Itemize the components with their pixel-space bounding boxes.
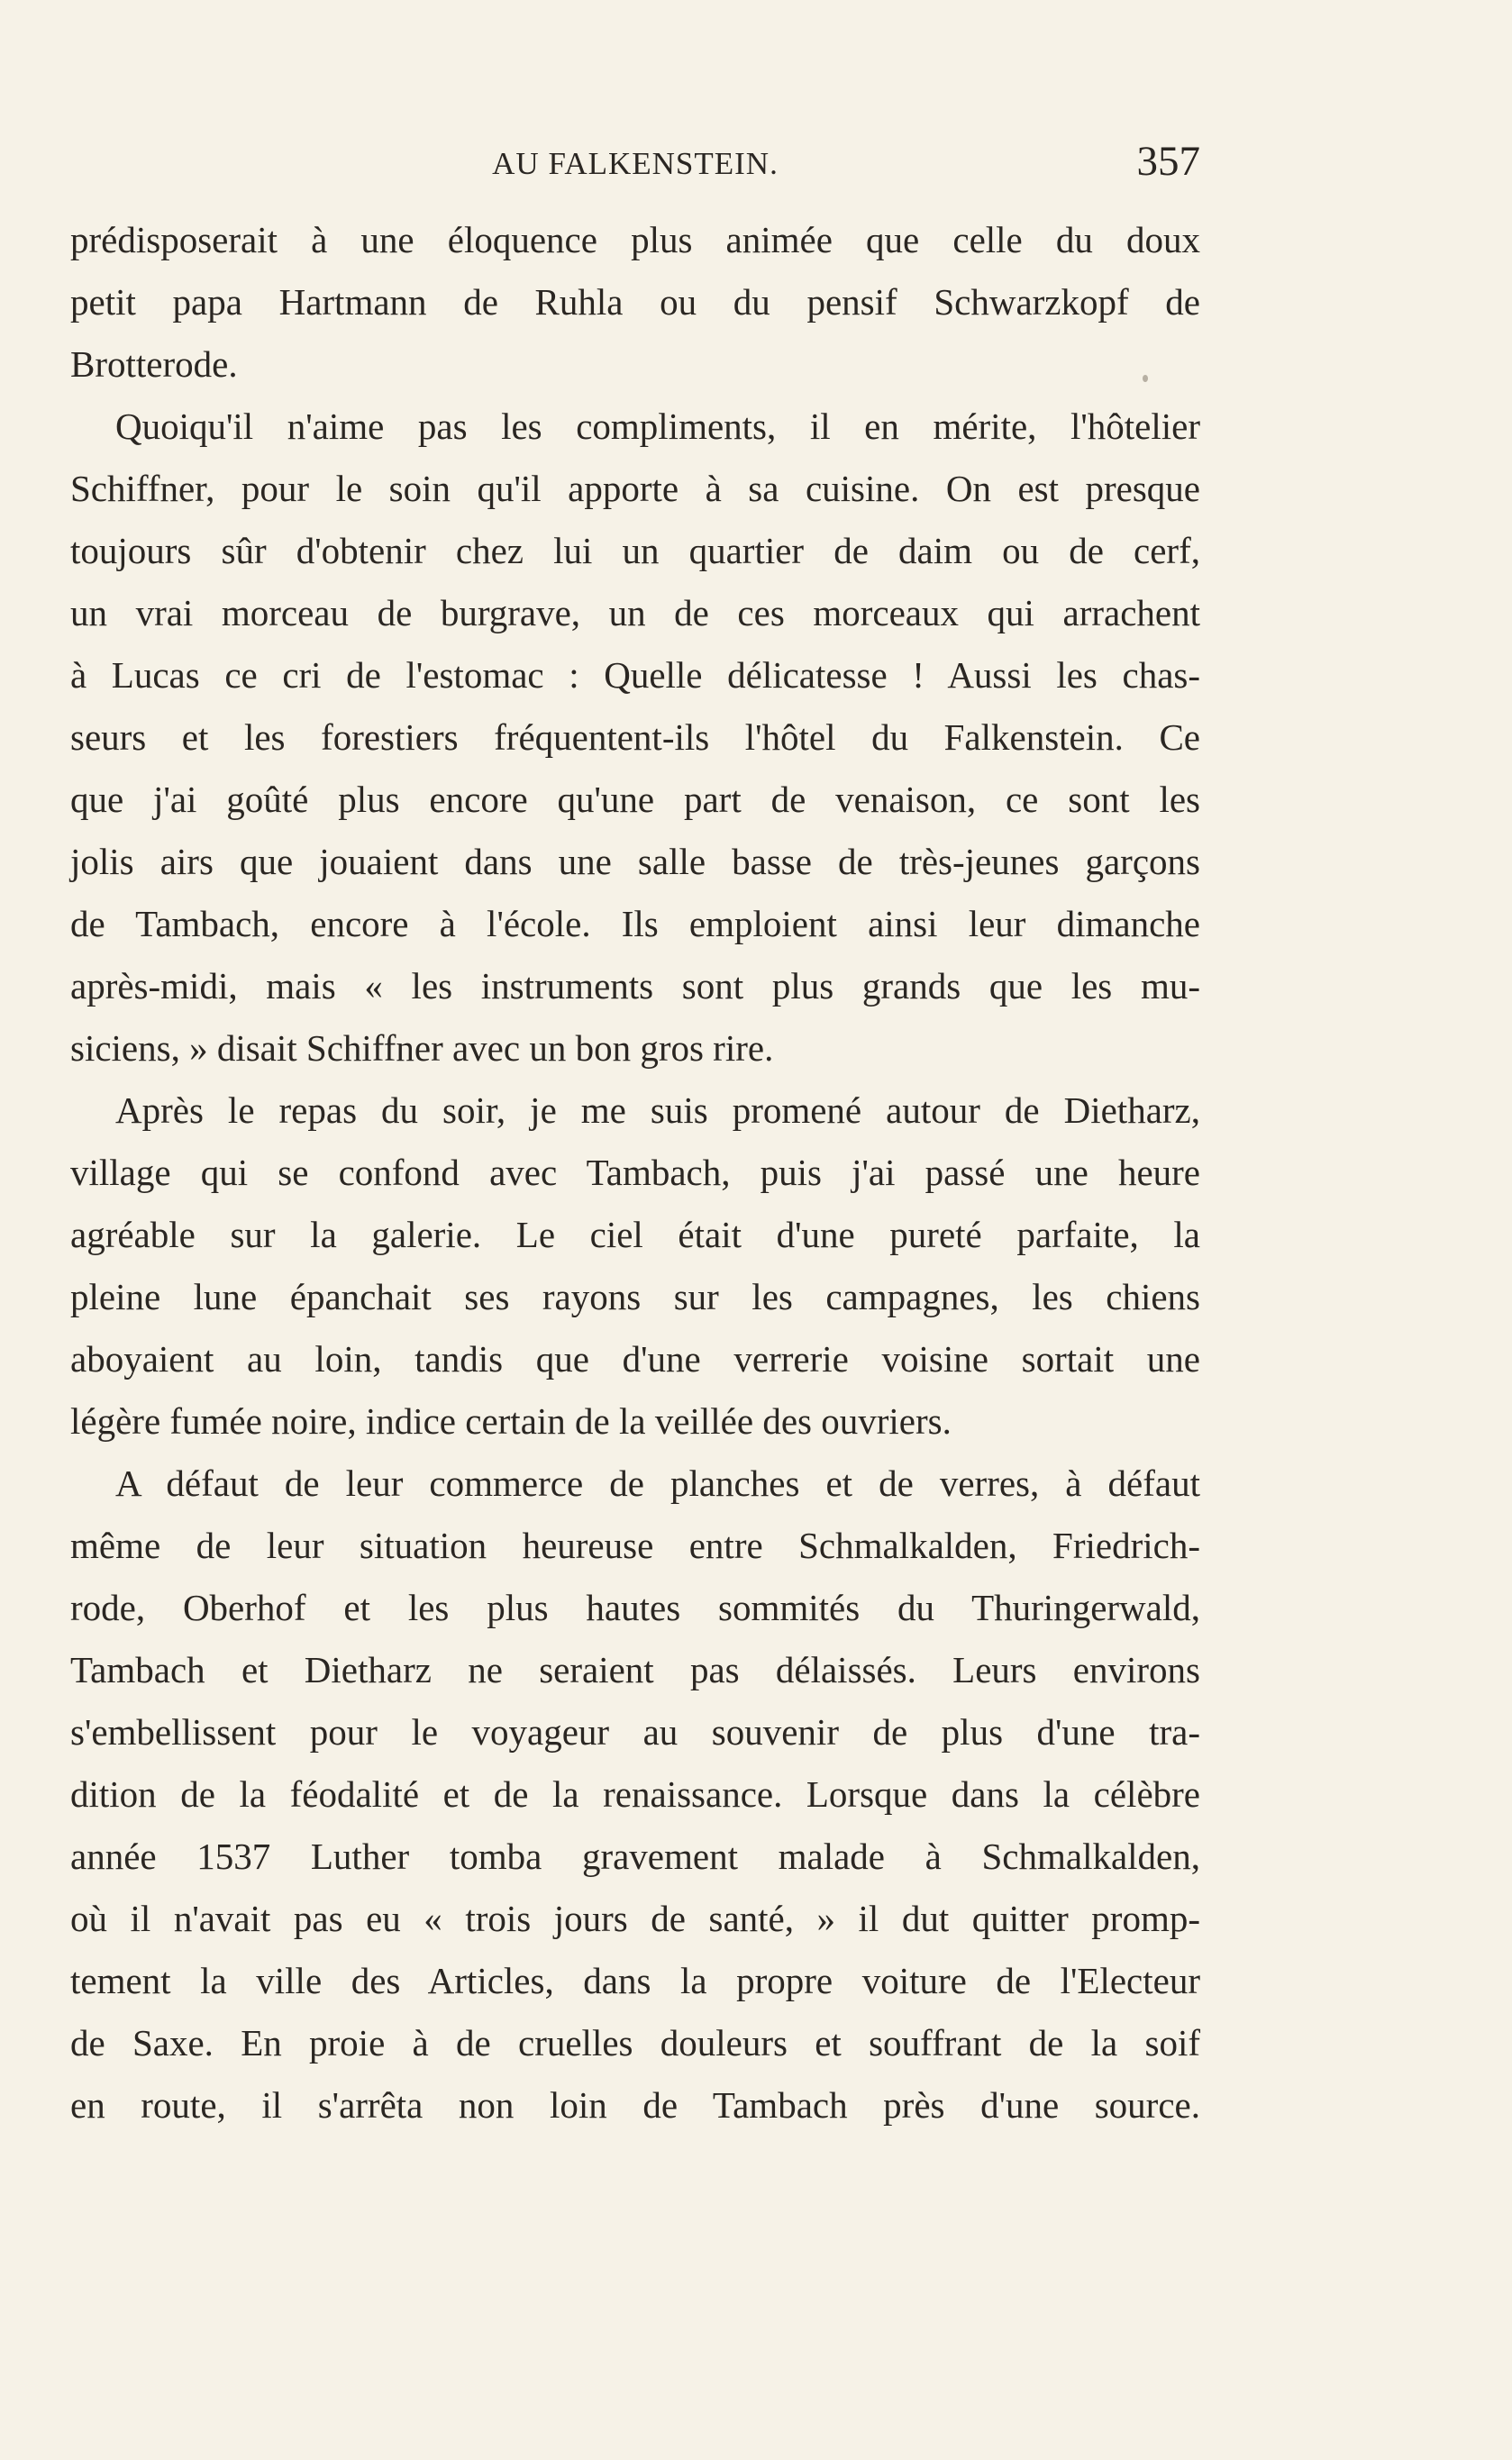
text-line: même de leur situation heureuse entre Schmalkalden, Friedrich- [70, 1525, 1200, 1566]
text-line: village qui se confond avec Tambach, puis j'ai passé une heure [70, 1152, 1200, 1193]
text-line: dition de la féodalité et de la renaissance. Lorsque dans la célèbre [70, 1773, 1200, 1815]
text-line: année 1537 Luther tomba gravement malade à Schmalkalden, [70, 1836, 1200, 1877]
text-line: prédisposerait à une éloquence plus animée que celle du doux [70, 219, 1200, 260]
paragraph-first-line: A défaut de leur commerce de planches et de verres, à défaut [115, 1462, 1200, 1504]
text-line: aboyaient au loin, tandis que d'une verrerie voisine sortait une [70, 1338, 1200, 1380]
text-line: un vrai morceau de burgrave, un de ces morceaux qui arrachent [70, 592, 1200, 633]
text-line: petit papa Hartmann de Ruhla ou du pensif Schwarzkopf de [70, 281, 1200, 323]
running-title: AU FALKENSTEIN. [492, 146, 779, 181]
text-line: à Lucas ce cri de l'estomac : Quelle délicatesse ! Aussi les chas- [70, 654, 1200, 696]
text-line: que j'ai goûté plus encore qu'une part de venaison, ce sont les [70, 779, 1200, 820]
text-line: de Saxe. En proie à de cruelles douleurs et souffrant de la soif [70, 2022, 1200, 2064]
text-line: après-midi, mais « les instruments sont plus grands que les mu- [70, 965, 1200, 1007]
running-head [70, 135, 1200, 189]
text-line: s'embellissent pour le voyageur au souvenir de plus d'une tra- [70, 1711, 1200, 1753]
text-line: où il n'avait pas eu « trois jours de santé, » il dut quitter promp- [70, 1898, 1200, 1939]
text-line: en route, il s'arrêta non loin de Tambach près d'une source. [70, 2084, 1200, 2126]
text-line: Tambach et Dietharz ne seraient pas délaissés. Leurs environs [70, 1649, 1200, 1690]
text-line: rode, Oberhof et les plus hautes sommités du Thuringerwald, [70, 1587, 1200, 1628]
paragraph-first-line: Quoiqu'il n'aime pas les compliments, il en mérite, l'hôtelier [115, 405, 1200, 447]
text-line: pleine lune épanchait ses rayons sur les campagnes, les chiens [70, 1276, 1200, 1317]
text-line: Brotterode. [70, 343, 238, 385]
text-line: Schiffner, pour le soin qu'il apporte à sa cuisine. On est presque [70, 468, 1200, 509]
page-number: 357 [1136, 138, 1200, 185]
text-line: de Tambach, encore à l'école. Ils emploient ainsi leur dimanche [70, 903, 1200, 944]
text-line: seurs et les forestiers fréquentent-ils l'hôtel du Falkenstein. Ce [70, 716, 1200, 758]
text-line: siciens, » disait Schiffner avec un bon gros rire. [70, 1027, 774, 1069]
paragraph-first-line: Après le repas du soir, je me suis promené autour de Dietharz, [115, 1089, 1200, 1131]
text-line: agréable sur la galerie. Le ciel était d'une pureté parfaite, la [70, 1214, 1200, 1255]
body-text [70, 209, 1200, 2137]
text-line: légère fumée noire, indice certain de la veillée des ouvriers. [70, 1400, 952, 1442]
text-line: toujours sûr d'obtenir chez lui un quartier de daim ou de cerf, [70, 530, 1200, 571]
text-line: jolis airs que jouaient dans une salle basse de très-jeunes garçons [70, 841, 1200, 882]
text-line: tement la ville des Articles, dans la propre voiture de l'Electeur [70, 1960, 1200, 2001]
